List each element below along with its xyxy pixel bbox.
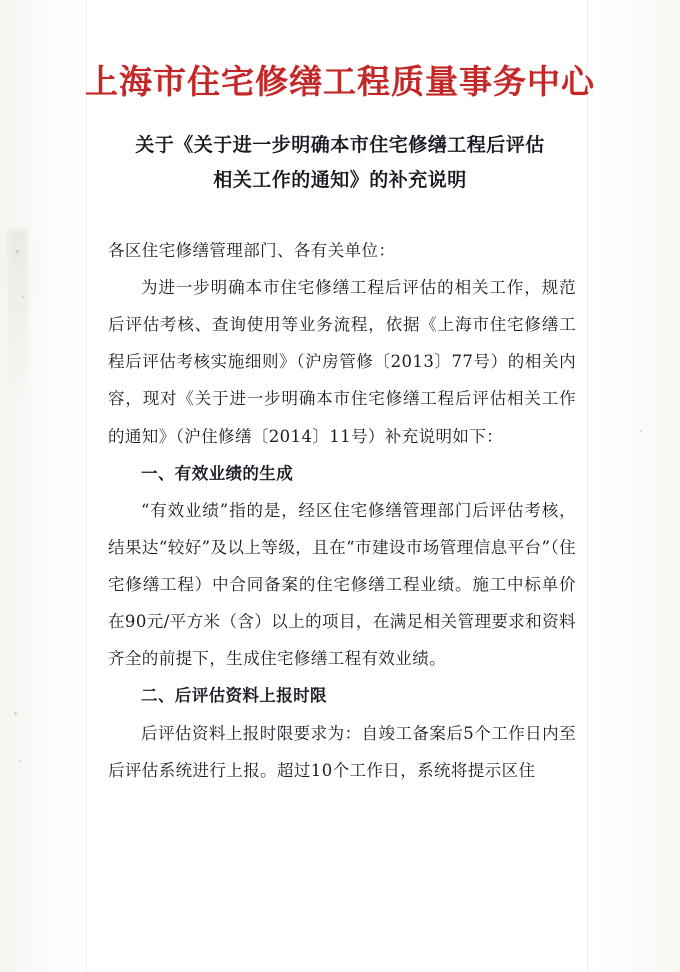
organization-masthead: 上海市住宅修缮工程质量事务中心: [85, 62, 595, 101]
document-title: [0, 128, 680, 198]
section-heading-one: 一、有效业绩的生成: [141, 463, 294, 483]
document-body: [0, 232, 680, 789]
document-title-line-1: 关于《关于进一步明确本市住宅修缮工程后评估: [135, 133, 545, 156]
section-heading-two: 二、后评估资料上报时限: [141, 686, 327, 706]
document-title-line-2: 相关工作的通知》的补充说明: [213, 168, 467, 191]
section-one-paragraph: “有效业绩”指的是，经区住宅修缮管理部门后评估考核，结果达“较好”及以上等级，且在“市建设市场管理信息平台”（住宅修缮工程）中合同备案的住宅修缮工程业绩。施工中标单价在90元/平方米（含）以上的项目，在满足相关管理要求和资料齐全的前提下，生成住宅修缮工程有效业绩。: [108, 500, 576, 669]
salutation: 各区住宅修缮管理部门、各有关单位：: [108, 240, 396, 260]
intro-paragraph: 为进一步明确本市住宅修缮工程后评估的相关工作，规范后评估考核、查询使用等业务流程，依据《上海市住宅修缮工程后评估考核实施细则》（沪房管修〔2013〕77号）的相关内容，现对《关于进一步明确本市住宅修缮工程后评估相关工作的通知》（沪住修缮〔2014〕11号）补充说明如下：: [108, 278, 576, 446]
section-two-paragraph: 后评估资料上报时限要求为：自竣工备案后5个工作日内至后评估系统进行上报。超过10个工作日，系统将提示区住: [108, 723, 576, 780]
